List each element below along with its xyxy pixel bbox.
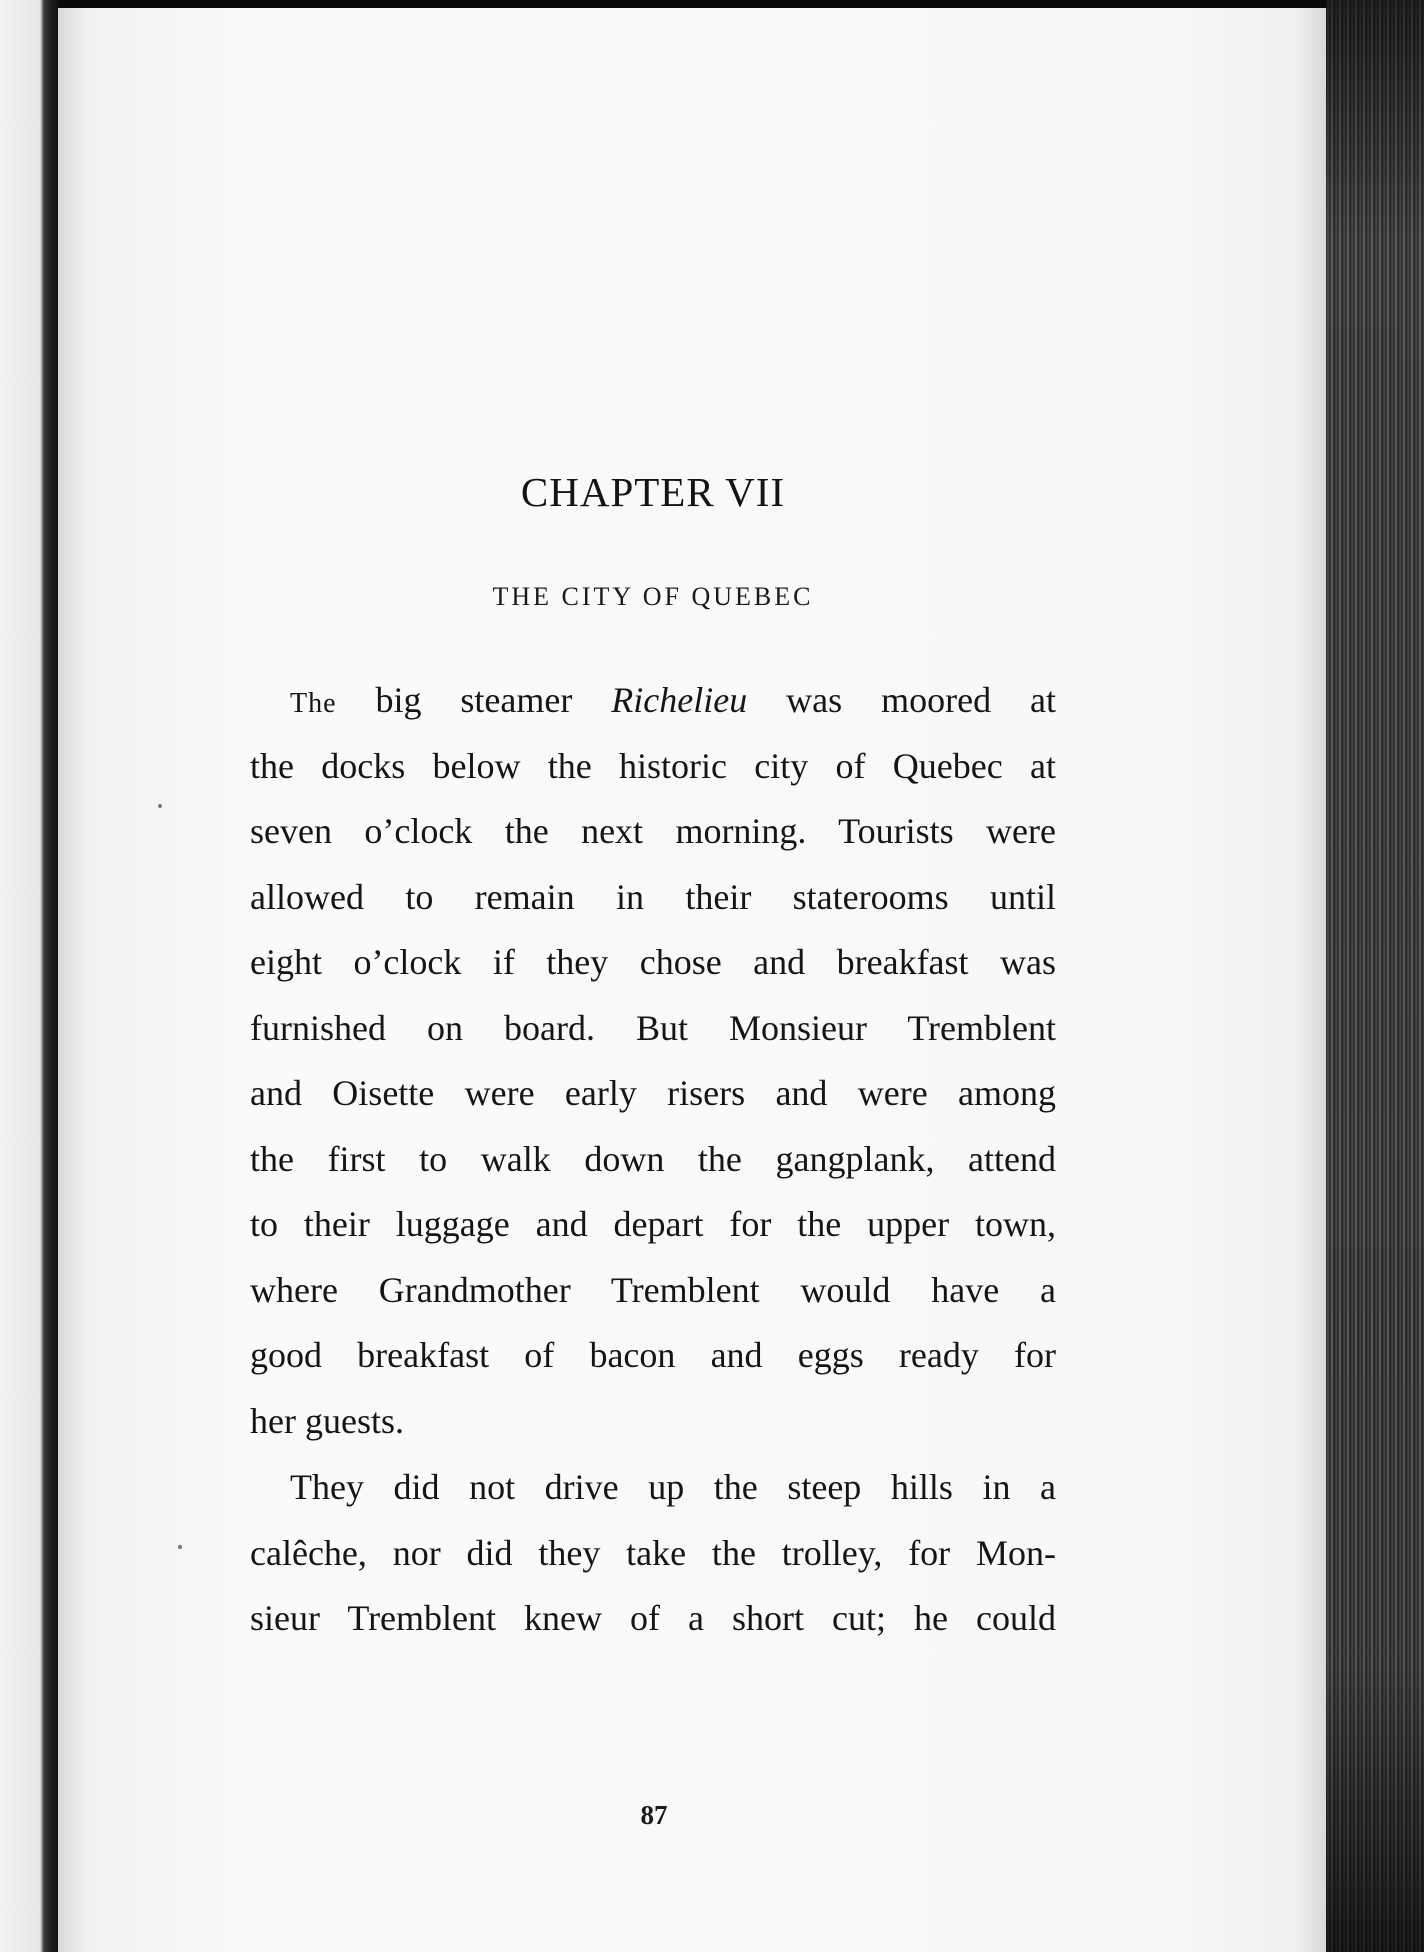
paragraph-line: to their luggage and depart for the upper town, xyxy=(250,1204,1056,1244)
chapter-title: CHAPTER VII xyxy=(520,469,786,515)
paragraph-1 xyxy=(250,668,1056,1454)
paper-speck xyxy=(158,804,162,808)
paragraph-line: seven o’clock the next morning. Tourists were xyxy=(250,811,1056,851)
chapter-subtitle: THE CITY OF QUEBEC xyxy=(492,582,814,611)
spine-shadow xyxy=(1326,0,1424,1952)
lead-caps: The xyxy=(290,688,337,719)
paragraph-line: furnished on board. But Monsieur Tremblent xyxy=(250,1007,1056,1048)
paragraph-line: where Grandmother Tremblent would have a xyxy=(250,1269,1056,1310)
line-text: was moored at xyxy=(747,680,1056,720)
paragraph-line: and Oisette were early risers and were among xyxy=(250,1073,1056,1113)
ship-name: Richelieu xyxy=(611,680,748,720)
paragraph-line: the docks below the historic city of Quebec at xyxy=(250,745,1056,786)
paragraph-line: her guests. xyxy=(250,1400,404,1441)
paragraph-2 xyxy=(250,1455,1056,1652)
paragraph-line: sieur Tremblent knew of a short cut; he could xyxy=(250,1598,1056,1638)
paragraph-line xyxy=(250,668,1056,734)
paragraph-line: the first to walk down the gangplank, attend xyxy=(250,1138,1056,1179)
paragraph-line: calêche, nor did they take the trolley, for Mon- xyxy=(250,1532,1056,1573)
paper-speck xyxy=(178,1545,182,1549)
page-number: 87 xyxy=(640,1800,668,1830)
line-text: big steamer xyxy=(336,680,612,720)
paragraph-line: good breakfast of bacon and eggs ready for xyxy=(250,1335,1056,1375)
paragraph-line: They did not drive up the steep hills in a xyxy=(290,1467,1056,1507)
paragraph-line: allowed to remain in their staterooms until xyxy=(250,876,1056,917)
paragraph-line: eight o’clock if they chose and breakfast was xyxy=(250,942,1056,982)
previous-page-edge xyxy=(0,0,60,1952)
